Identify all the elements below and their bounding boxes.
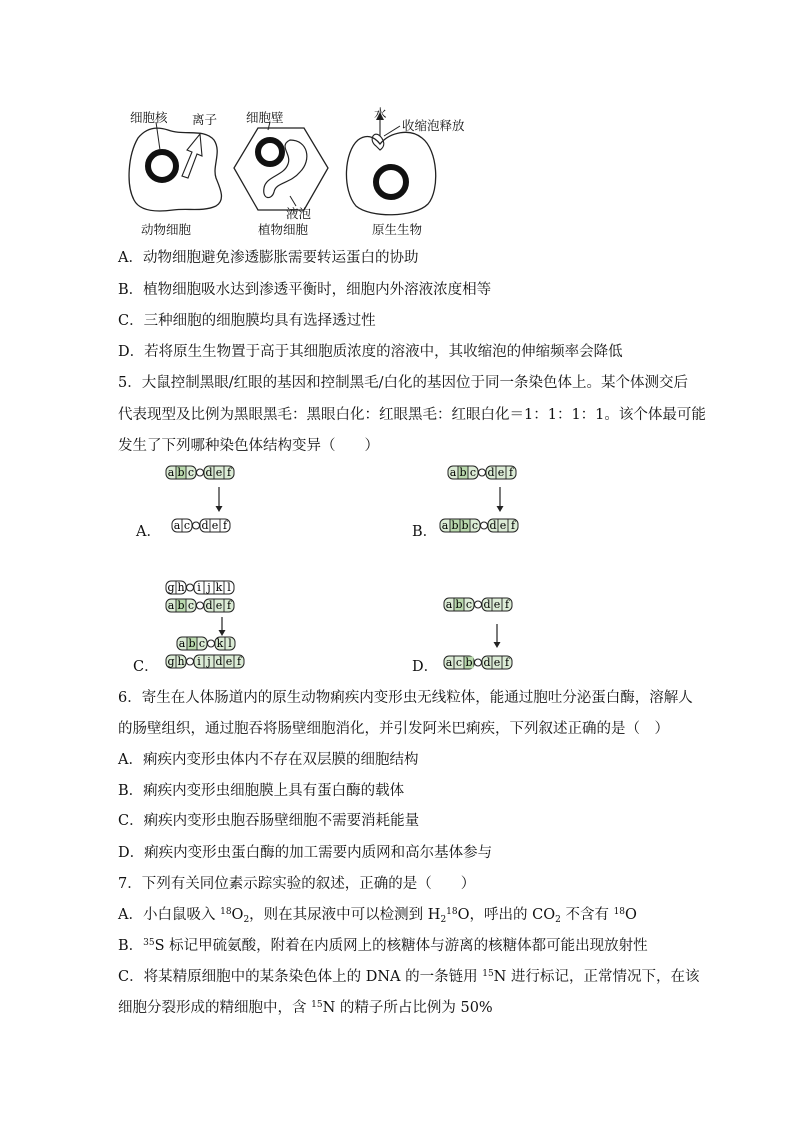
option-c-nonhomologous (187, 584, 194, 591)
option-c-original (197, 602, 204, 609)
gene-label: f (226, 599, 232, 612)
option-a-deletion (193, 522, 200, 529)
gene-label: c (198, 637, 206, 650)
option-b-arrow (497, 487, 504, 512)
gene-label: f (222, 519, 228, 532)
gene-label: c (187, 466, 195, 479)
gene-label: d (489, 519, 497, 532)
gene-label: j (207, 655, 211, 668)
option-c-translocation-2 (187, 658, 194, 665)
gene-label: j (207, 581, 211, 594)
q6-option-d: D．痢疾内变形虫蛋白酶的加工需要内质网和高尔基体参与 (118, 845, 493, 861)
gene-label: b (465, 656, 473, 669)
option-d-original-left-arm (444, 598, 474, 611)
option-d-inversion (475, 659, 482, 666)
option-a-arrow (216, 487, 223, 512)
q4-option-d: D．若将原生生物置于高于其细胞质浓度的溶液中，其收缩泡的伸缩频率会降低 (118, 344, 623, 360)
q5-stem-line-3: 发生了下列哪种染色体结构变异（ ） (118, 438, 379, 454)
gene-label: a (167, 599, 175, 612)
option-d-original-right-arm (482, 598, 512, 611)
option-c-original-right-arm (204, 599, 234, 612)
option-c-translocation-1 (208, 640, 215, 647)
label-contractile-release: 收缩泡释放 (402, 118, 465, 133)
q6-option-c: C．痢疾内变形虫胞吞肠壁细胞不需要消耗能量 (118, 813, 420, 829)
option-c-translocation-2-left-arm (166, 655, 186, 668)
gene-label: a (445, 598, 453, 611)
option-d-inversion-right-arm (482, 656, 512, 669)
gene-label: l (228, 637, 232, 650)
option-c-nonhomologous-left-arm (166, 581, 186, 594)
gene-label: a (445, 656, 453, 669)
option-d-inversion-left-arm (444, 656, 474, 669)
gene-label: e (493, 598, 501, 611)
gene-label: e (211, 519, 219, 532)
caption-protist: 原生生物 (372, 222, 423, 237)
gene-label: a (173, 519, 181, 532)
q6-stem-line-2: 的肠壁组织，通过胞吞将肠壁细胞消化，并引发阿米巴痢疾，下列叙述正确的是（ ） (118, 721, 669, 737)
option-b-original-right-arm (486, 466, 516, 479)
gene-label: b (177, 466, 185, 479)
option-a-original (197, 469, 204, 476)
option-a-deletion-right-arm (200, 519, 230, 532)
gene-label: l (227, 581, 231, 594)
q4-option-a: A．动物细胞避免渗透膨胀需要转运蛋白的协助 (118, 250, 419, 266)
q4-option-c: C．三种细胞的细胞膜均具有选择透过性 (118, 313, 376, 329)
q5-option-a-letter: A． (136, 524, 161, 540)
gene-label: e (499, 519, 507, 532)
gene-label: c (465, 598, 473, 611)
gene-label: d (201, 519, 209, 532)
option-c-arrow (219, 617, 226, 636)
gene-label: f (508, 466, 514, 479)
option-b-original-left-arm (448, 466, 478, 479)
label-water: 水 (374, 106, 387, 121)
gene-label: b (459, 466, 467, 479)
gene-label: c (471, 519, 479, 532)
label-cell-wall: 细胞壁 (246, 110, 284, 125)
option-d-arrow (494, 624, 501, 648)
gene-label: c (187, 599, 195, 612)
gene-label: k (215, 581, 223, 594)
q7-option-c-line-1: C．将某精原细胞中的某条染色体上的 DNA 的一条链用 $^{15}$N 进行标记，正常情况下，在该 (118, 969, 700, 985)
gene-label: d (215, 655, 223, 668)
gene-label: a (178, 637, 186, 650)
option-c-translocation-1-left-arm (177, 637, 207, 650)
gene-label: f (504, 656, 510, 669)
q7-option-a: A．小白鼠吸入 $^{18}O_2$，则在其尿液中可以检测到 $H_2^{18}O$，呼出的 $CO_2$ 不含有 $^{18}$O (118, 907, 637, 925)
q5-stem-line-2: 代表现型及比例为黑眼黑毛：黑眼白化：红眼黑毛：红眼白化＝1：1：1：1。该个体最可能 (118, 407, 706, 423)
gene-label: c (455, 656, 463, 669)
q6-option-b: B．痢疾内变形虫细胞膜上具有蛋白酶的载体 (118, 783, 405, 799)
gene-label: f (504, 598, 510, 611)
q5-option-d-letter: D． (412, 659, 439, 675)
gene-label: b (451, 519, 459, 532)
gene-label: e (497, 466, 505, 479)
gene-label: d (205, 599, 213, 612)
option-b-duplication-right-arm (488, 519, 518, 532)
option-a-original-right-arm (204, 466, 234, 479)
gene-label: f (226, 466, 232, 479)
gene-label: k (216, 637, 224, 650)
gene-label: e (215, 599, 223, 612)
gene-label: b (461, 519, 469, 532)
q4-option-b: B．植物细胞吸水达到渗透平衡时，细胞内外溶液浓度相等 (118, 282, 492, 298)
gene-label: h (177, 581, 185, 594)
gene-label: c (183, 519, 191, 532)
gene-label: b (188, 637, 196, 650)
gene-label: i (197, 655, 201, 668)
gene-label: g (167, 581, 175, 594)
q5-option-c-letter: C． (133, 659, 159, 675)
gene-label: a (167, 466, 175, 479)
gene-label: c (469, 466, 477, 479)
option-c-original-left-arm (166, 599, 196, 612)
gene-label: d (487, 466, 495, 479)
label-ion: 离子 (192, 112, 218, 127)
gene-label: d (483, 598, 491, 611)
gene-label: b (455, 598, 463, 611)
option-b-original (479, 469, 486, 476)
option-b-duplication (481, 522, 488, 529)
gene-label: g (167, 655, 175, 668)
q6-option-a: A．痢疾内变形虫体内不存在双层膜的细胞结构 (118, 752, 419, 768)
gene-label: f (510, 519, 516, 532)
option-d-original (475, 601, 482, 608)
gene-label: e (493, 656, 501, 669)
q5-stem-line-1: 5．大鼠控制黑眼/红眼的基因和控制黑毛/白化的基因位于同一条染色体上。某个体测交后 (118, 375, 688, 391)
option-a-deletion-left-arm (172, 519, 192, 532)
option-c-nonhomologous-right-arm (194, 581, 234, 594)
label-nucleus: 细胞核 (130, 110, 168, 125)
gene-label: d (205, 466, 213, 479)
q5-option-b-letter: B． (412, 524, 438, 540)
option-c-translocation-2-right-arm (194, 655, 244, 668)
gene-label: e (215, 466, 223, 479)
gene-label: b (177, 599, 185, 612)
option-a-original-left-arm (166, 466, 196, 479)
label-vacuole: 液泡 (286, 206, 312, 221)
gene-label: d (483, 656, 491, 669)
q7-stem: 7．下列有关同位素示踪实验的叙述，正确的是（ ） (118, 876, 476, 892)
gene-label: i (197, 581, 201, 594)
q7-option-b: B．$^{35}$S 标记甲硫氨酸，附着在内质网上的核糖体与游离的核糖体都可能出现放射性 (118, 938, 648, 954)
caption-plant: 植物细胞 (258, 222, 309, 237)
gene-label: a (441, 519, 449, 532)
option-b-duplication-left-arm (440, 519, 480, 532)
q7-option-c-line-2: 细胞分裂形成的精细胞中，含 $^{15}$N 的精子所占比例为 50% (118, 1000, 493, 1016)
gene-label: e (225, 655, 233, 668)
gene-label: f (236, 655, 242, 668)
q6-stem-line-1: 6．寄生在人体肠道内的原生动物痢疾内变形虫无线粒体，能通过胞吐分泌蛋白酶，溶解人 (118, 690, 693, 706)
caption-animal: 动物细胞 (141, 222, 192, 237)
gene-label: a (449, 466, 457, 479)
option-c-translocation-1-right-arm (215, 637, 235, 650)
gene-label: h (177, 655, 185, 668)
